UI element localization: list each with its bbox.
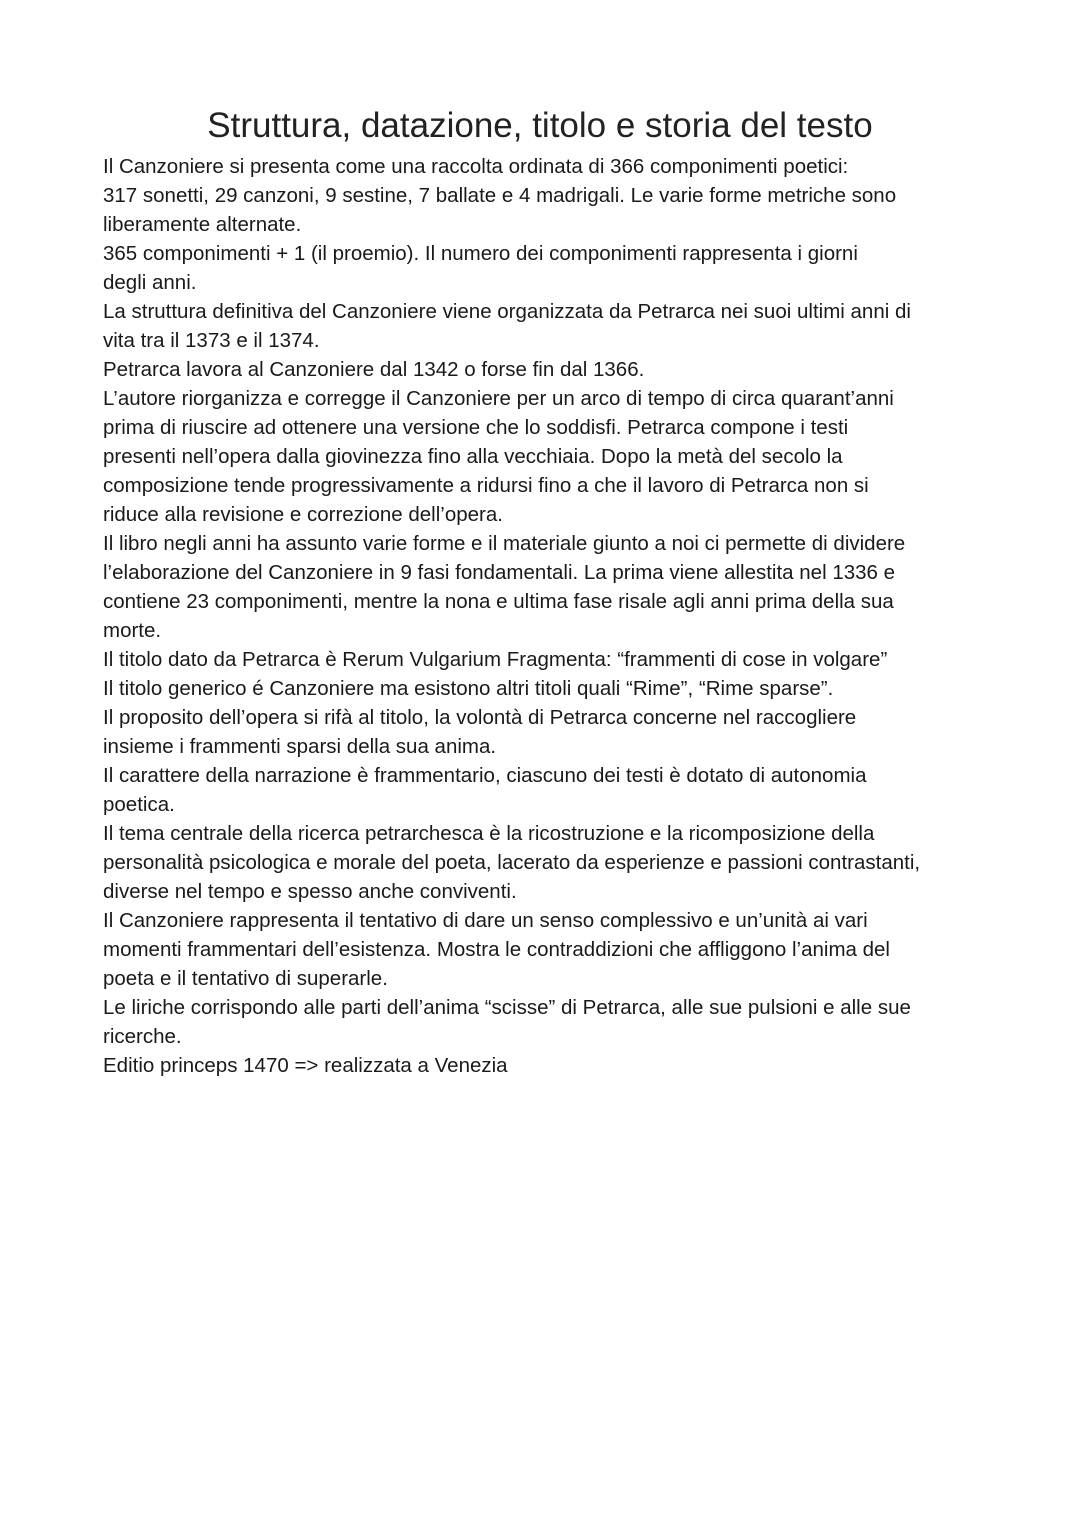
text-line: contiene 23 componimenti, mentre la nona e ultima fase risale agli anni prima della sua	[103, 590, 894, 613]
text-line: 365 componimenti + 1 (il proemio). Il numero dei componimenti rappresenta i giorni	[103, 242, 858, 265]
text-line: liberamente alternate.	[103, 213, 302, 236]
text-line: prima di riuscire ad ottenere una versione che lo soddisfi. Petrarca compone i testi	[103, 416, 849, 439]
text-line: L’autore riorganizza e corregge il Canzoniere per un arco di tempo di circa quarant’anni	[103, 387, 894, 410]
text-line: Le liriche corrispondo alle parti dell’anima “scisse” di Petrarca, alle sue pulsioni e alle sue	[103, 996, 911, 1019]
text-line: riduce alla revisione e correzione dell’opera.	[103, 503, 503, 526]
body-text	[103, 152, 983, 1080]
text-line: La struttura definitiva del Canzoniere viene organizzata da Petrarca nei suoi ultimi anni di	[103, 300, 911, 323]
text-line: l’elaborazione del Canzoniere in 9 fasi fondamentali. La prima viene allestita nel 1336 e	[103, 561, 896, 584]
text-line: Il Canzoniere rappresenta il tentativo di dare un senso complessivo e un’unità ai vari	[103, 909, 868, 932]
text-line: Il carattere della narrazione è frammentario, ciascuno dei testi è dotato di autonomia	[103, 764, 867, 787]
page-title: Struttura, datazione, titolo e storia del testo	[207, 106, 873, 145]
text-line: Editio princeps 1470 => realizzata a Venezia	[103, 1054, 508, 1077]
text-line: 317 sonetti, 29 canzoni, 9 sestine, 7 ballate e 4 madrigali. Le varie forme metriche sono	[103, 184, 897, 207]
text-line: momenti frammentari dell’esistenza. Mostra le contraddizioni che affliggono l’anima del	[103, 938, 890, 961]
text-line: diverse nel tempo e spesso anche conviventi.	[103, 880, 517, 903]
text-line: Il titolo dato da Petrarca è Rerum Vulgarium Fragmenta: “frammenti di cose in volgare”	[103, 648, 888, 671]
text-line: Il tema centrale della ricerca petrarchesca è la ricostruzione e la ricomposizione della	[103, 822, 875, 845]
text-line: Il titolo generico é Canzoniere ma esistono altri titoli quali “Rime”, “Rime sparse”.	[103, 677, 834, 700]
text-line: Il proposito dell’opera si rifà al titolo, la volontà di Petrarca concerne nel raccogliere	[103, 706, 857, 729]
text-line: ricerche.	[103, 1025, 182, 1048]
text-line: insieme i frammenti sparsi della sua anima.	[103, 735, 497, 758]
text-line: Petrarca lavora al Canzoniere dal 1342 o forse fin dal 1366.	[103, 358, 645, 381]
text-line: Il Canzoniere si presenta come una raccolta ordinata di 366 componimenti poetici:	[103, 155, 849, 178]
text-line: poeta e il tentativo di superarle.	[103, 967, 388, 990]
text-line: poetica.	[103, 793, 175, 816]
text-line: presenti nell’opera dalla giovinezza fino alla vecchiaia. Dopo la metà del secolo la	[103, 445, 843, 468]
text-line: vita tra il 1373 e il 1374.	[103, 329, 320, 352]
text-line: composizione tende progressivamente a ridursi fino a che il lavoro di Petrarca non si	[103, 474, 869, 497]
text-line: degli anni.	[103, 271, 197, 294]
text-line: Il libro negli anni ha assunto varie forme e il materiale giunto a noi ci permette di dividere	[103, 532, 906, 555]
text-line: morte.	[103, 619, 162, 642]
text-line: personalità psicologica e morale del poeta, lacerato da esperienze e passioni contrastanti,	[103, 851, 921, 874]
